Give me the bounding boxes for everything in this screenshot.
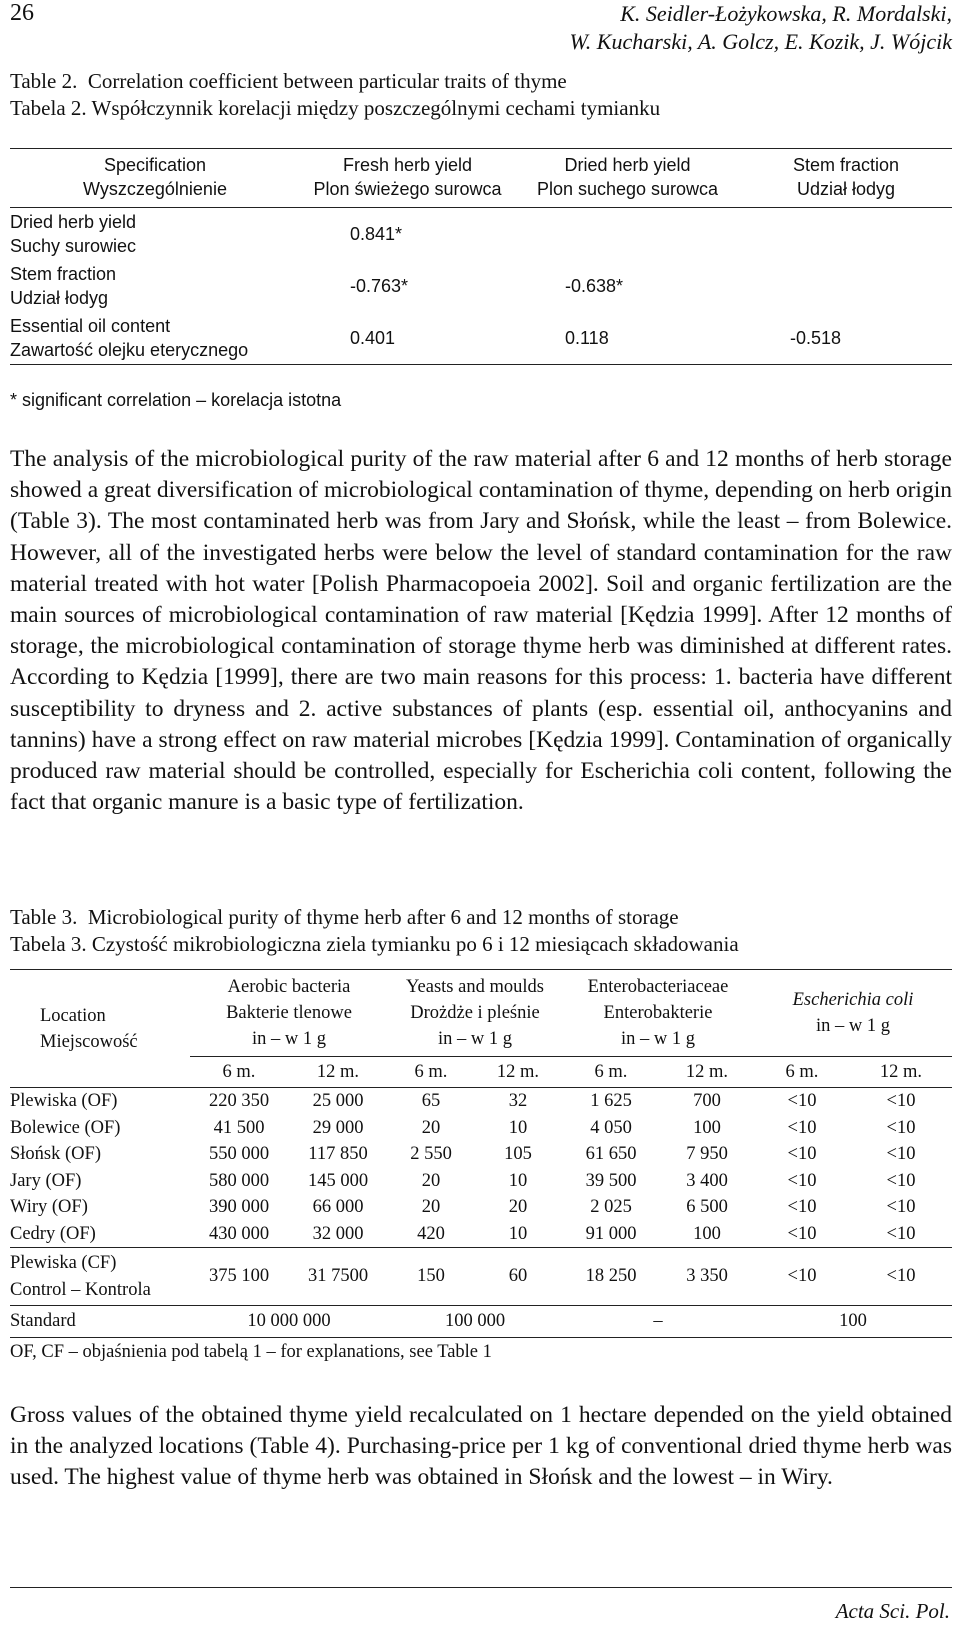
table3-location: Słońsk (OF) — [10, 1144, 101, 1164]
table3-cell: 375 100 — [190, 1248, 288, 1306]
table3-cell: 32 — [474, 1088, 562, 1115]
table3-cell: 20 — [508, 1197, 528, 1217]
table3-cell: <10 — [886, 1170, 916, 1191]
table3-cell: <10 — [886, 1223, 916, 1244]
table3-month: 6 m. — [388, 1057, 474, 1088]
table3-cell: 32 000 — [312, 1223, 364, 1244]
table2-cell: -0.638* — [565, 276, 624, 296]
table3-cell: <10 — [787, 1223, 817, 1244]
table3-cell: 7 950 — [686, 1144, 728, 1164]
table3-cell: 220 350 — [190, 1088, 288, 1115]
table3-cell: <10 — [787, 1197, 817, 1217]
table3-month: 12 m. — [850, 1057, 952, 1088]
footer-divider — [10, 1587, 952, 1588]
table3-cell: 150 — [388, 1248, 474, 1306]
table3-cell: 1 625 — [562, 1088, 660, 1115]
table3-caption — [10, 904, 739, 958]
table3-month: 6 m. — [562, 1057, 660, 1088]
table3-cell: <10 — [787, 1170, 817, 1191]
table3-cell: 6 500 — [686, 1197, 728, 1217]
table2 — [10, 148, 952, 365]
table3-caption-en: Table 3. Microbiological purity of thyme herb after 6 and 12 months of storage — [10, 905, 679, 929]
table2-cell: -0.763* — [350, 276, 409, 296]
page-number: 26 — [10, 0, 34, 26]
table2-row-label: Essential oil content Zawartość olejku eterycznego — [10, 316, 249, 360]
table3-cell: 700 — [660, 1088, 754, 1115]
table3-cell: 61 650 — [585, 1144, 637, 1164]
table2-cell — [515, 208, 740, 261]
table3-cell: <10 — [787, 1117, 817, 1138]
table3-cell: 39 500 — [585, 1170, 637, 1191]
table3-location: Bolewice (OF) — [10, 1117, 121, 1138]
table3-header-entero: Enterobacteriaceae Enterobakterie in – w 1 g — [587, 977, 729, 1049]
table3-cell: 10 — [508, 1117, 528, 1138]
table3-location: Standard — [10, 1306, 190, 1337]
table3-cell: <10 — [850, 1248, 952, 1306]
table-row — [10, 1088, 952, 1115]
table3-cell: 91 000 — [585, 1223, 637, 1244]
table3-cell: 10 — [508, 1170, 528, 1191]
table-row-standard — [10, 1306, 952, 1337]
table3-header-ecoli: Escherichia coli in – w 1 g — [792, 990, 914, 1036]
table3-cell: 20 — [421, 1117, 441, 1138]
table3-cell: 29 000 — [312, 1117, 364, 1138]
table3-cell: <10 — [754, 1248, 850, 1306]
table-row — [10, 1221, 952, 1248]
journal-name: Acta Sci. Pol. — [835, 1599, 950, 1623]
running-header-authors — [569, 0, 952, 56]
table2-caption-en: Table 2. Correlation coefficient between particular traits of thyme — [10, 69, 567, 93]
table-row — [10, 1194, 952, 1221]
table3-cell: 65 — [388, 1088, 474, 1115]
table3-cell: <10 — [850, 1088, 952, 1115]
table2-row-label: Dried herb yield Suchy surowiec — [10, 212, 137, 256]
table-row — [10, 1115, 952, 1142]
table3-standard-cell: 10 000 000 — [190, 1306, 388, 1337]
table3-cell: 117 850 — [308, 1144, 368, 1164]
table2-cell: -0.518 — [790, 328, 842, 348]
table2-cell — [740, 208, 952, 261]
table2-cell: 0.118 — [565, 328, 609, 348]
table3-month: 12 m. — [660, 1057, 754, 1088]
table3-standard-cell: 100 000 — [388, 1306, 562, 1337]
table2-caption — [10, 68, 660, 122]
table3-cell: 390 000 — [208, 1197, 270, 1217]
table2-row — [10, 260, 952, 312]
table3-cell: <10 — [886, 1117, 916, 1138]
table3-cell: 4 050 — [590, 1117, 632, 1138]
table3-cell: 430 000 — [208, 1223, 270, 1244]
table3-cell: 20 — [421, 1170, 441, 1191]
table2-row — [10, 208, 952, 261]
table3-cell: 145 000 — [307, 1170, 369, 1191]
control-label-1: Plewiska (CF) — [10, 1253, 117, 1273]
table3-cell: <10 — [754, 1088, 850, 1115]
table3-note: OF, CF – objaśnienia pod tabelą 1 – for explanations, see Table 1 — [10, 1342, 492, 1362]
authors-line-2: W. Kucharski, A. Golcz, E. Kozik, J. Wójcik — [569, 29, 952, 54]
table3 — [10, 969, 952, 1338]
table2-note: * significant correlation – korelacja istotna — [10, 390, 342, 410]
table3-cell: 18 250 — [562, 1248, 660, 1306]
table2-cell: 0.401 — [350, 328, 396, 348]
table3-caption-pl: Tabela 3. Czystość mikrobiologiczna ziela tymianku po 6 i 12 miesiącach składowania — [10, 932, 739, 956]
table3-cell: 3 350 — [660, 1248, 754, 1306]
table2-row-label: Stem fraction Udział łodyg — [10, 264, 117, 308]
table3-cell: 31 7500 — [288, 1248, 388, 1306]
table2-header-dried: Dried herb yield Plon suchego surowca — [515, 149, 740, 208]
table3-cell: <10 — [787, 1144, 817, 1164]
table3-cell: 10 — [508, 1223, 528, 1244]
table-row — [10, 1141, 952, 1168]
paragraph-yield-value: Gross values of the obtained thyme yield recalculated on 1 hectare depended on the yield obtained in the analyzed locations (Table 4). Purchasing-price per 1 kg of conventional dried thyme herb was used. The highest value of thyme herb was obtained in Słońsk and the lowest – in Wiry. — [10, 1402, 952, 1491]
table3-cell: 60 — [474, 1248, 562, 1306]
table3-cell: <10 — [886, 1144, 916, 1164]
table3-month: 12 m. — [288, 1057, 388, 1088]
table3-month: 6 m. — [754, 1057, 850, 1088]
table3-location: Jary (OF) — [10, 1170, 82, 1191]
table3-standard-cell: 100 — [754, 1306, 952, 1337]
table3-header-location: Location Miejscowość — [40, 1005, 138, 1052]
table2-header-fresh: Fresh herb yield Plon świeżego surowca — [300, 149, 515, 208]
table3-location — [10, 1248, 190, 1306]
table3-cell: 550 000 — [208, 1144, 270, 1164]
table3-cell: 66 000 — [312, 1197, 364, 1217]
table-row — [10, 1168, 952, 1195]
table3-location: Plewiska (OF) — [10, 1088, 190, 1115]
table3-cell: 420 — [417, 1223, 445, 1244]
table3-header-yeasts: Yeasts and moulds Drożdże i pleśnie in – w 1 g — [406, 977, 544, 1049]
table2-cell — [740, 260, 952, 312]
table3-cell: 2 550 — [410, 1144, 452, 1164]
authors-line-1: K. Seidler-Łożykowska, R. Mordalski, — [620, 1, 952, 26]
table2-row — [10, 312, 952, 364]
table3-cell: 3 400 — [686, 1170, 728, 1191]
table3-location: Wiry (OF) — [10, 1197, 88, 1217]
table3-cell: 100 — [693, 1223, 721, 1244]
control-label-2: Control – Kontrola — [10, 1279, 151, 1300]
table3-cell: 25 000 — [288, 1088, 388, 1115]
table3-cell: 580 000 — [208, 1170, 270, 1191]
table2-caption-pl: Tabela 2. Współczynnik korelacji między poszczególnymi cechami tymianku — [10, 96, 661, 120]
table2-header-stem: Stem fraction Udział łodyg — [740, 149, 952, 208]
table3-standard-cell: – — [562, 1306, 754, 1337]
table3-cell: <10 — [886, 1197, 916, 1217]
table3-month: 12 m. — [474, 1057, 562, 1088]
table2-header-specification: Specification Wyszczególnienie — [10, 149, 300, 208]
table3-cell: 20 — [421, 1197, 441, 1217]
table2-cell: 0.841* — [350, 224, 403, 244]
table-row-control — [10, 1248, 952, 1306]
paragraph-microbiological: The analysis of the microbiological purity of the raw material after 6 and 12 months of herb storage showed a great diversification of microbiological contamination of thyme, depending on herb origin (Table 3). The most contaminated herb was from Jary and Słońsk, while the least – from Bolewice. However, all of the investigated herbs were below the level of standard contamination for the raw material treated with hot water [Polish Pharmacopoeia 2002]. Soil and organic fertilization are the main sources of microbiological contamination of raw material [Kędzia 1999]. After 12 months of storage, the microbiological contamination of storage thyme herb was diminished at different rates. According to Kędzia [1999], there are two main reasons for this process: 1. bacteria have different susceptibility to dryness and 2. active substances of plants (esp. essential oil, anthocyanins and tannins) have a strong effect on raw material microbes [Kędzia 1999]. Contamination of organically produced raw material should be controlled, especially for Escherichia coli content, following the fact that organic manure is a basic type of fertilization. — [10, 446, 952, 816]
table3-cell: 105 — [504, 1144, 532, 1164]
table3-month: 6 m. — [190, 1057, 288, 1088]
table3-header-aerobic: Aerobic bacteria Bakterie tlenowe in – w 1 g — [226, 977, 352, 1049]
table3-location: Cedry (OF) — [10, 1223, 96, 1244]
table3-cell: 41 500 — [213, 1117, 265, 1138]
table3-cell: 100 — [693, 1117, 721, 1138]
table3-cell: 2 025 — [590, 1197, 632, 1217]
